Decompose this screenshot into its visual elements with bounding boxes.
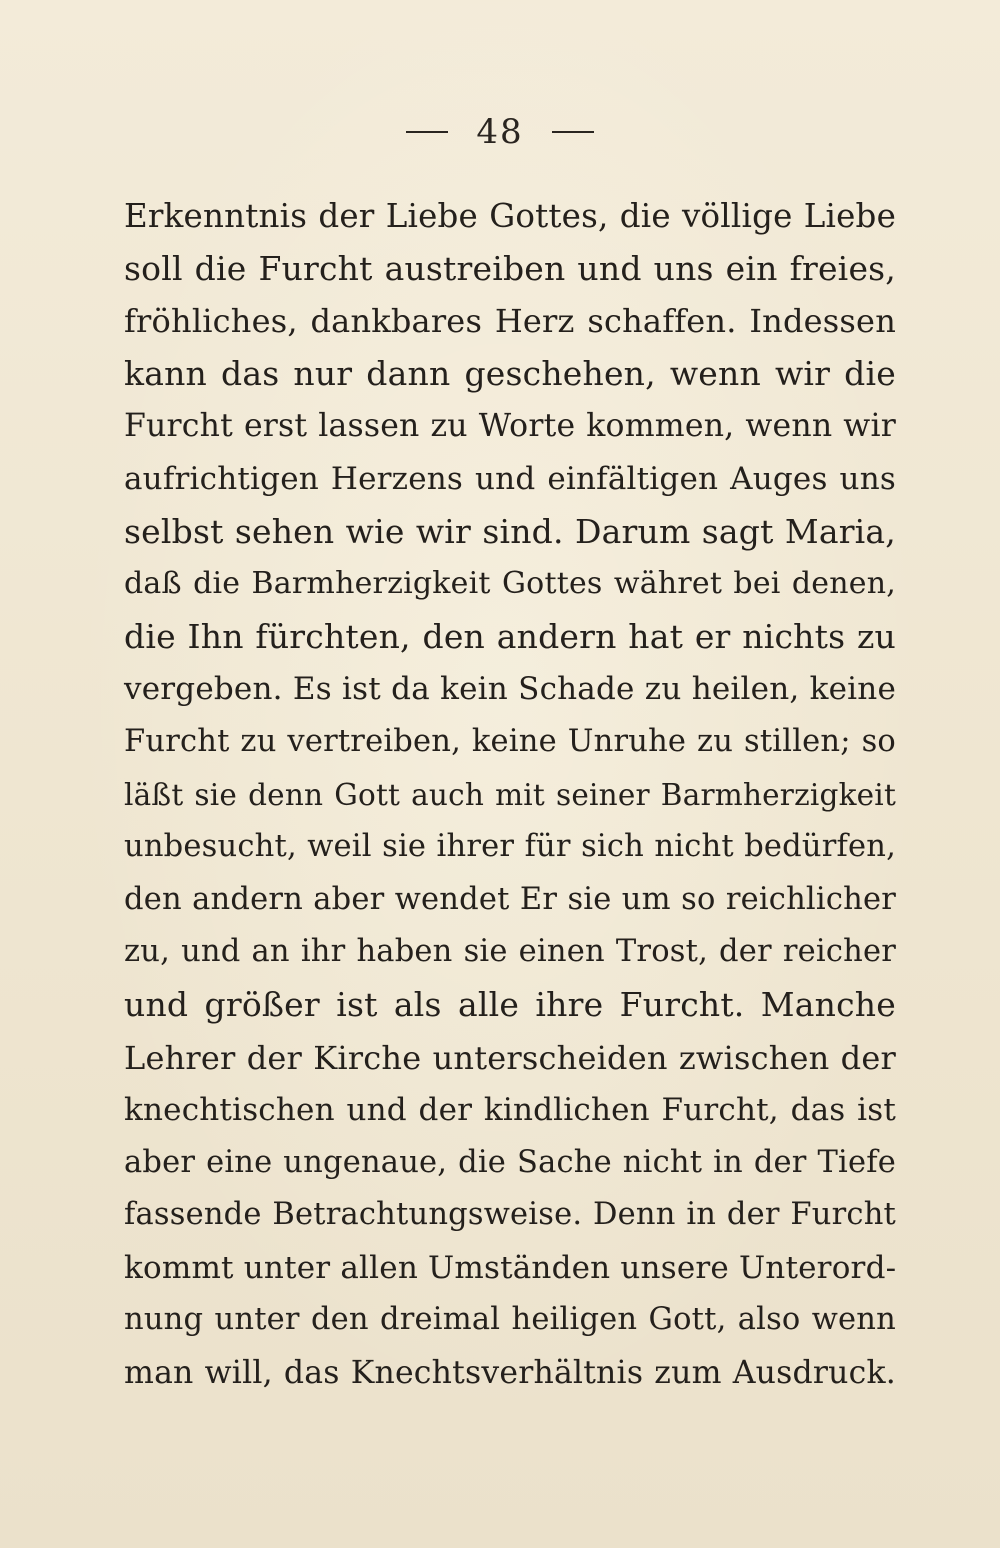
text-line: Lehrer der Kirche unterscheiden zwischen der — [124, 1038, 896, 1077]
text-line: kann das nur dann geschehen, wenn wir die — [124, 353, 896, 393]
text-line: fassende Betrachtungsweise. Denn in der Furcht — [124, 1197, 896, 1233]
body-text — [124, 190, 896, 1400]
text-line: kommt unter allen Umständen unsere Unterord- — [124, 1249, 897, 1286]
text-line: daß die Barmherzigkeit Gottes währet bei denen, — [124, 566, 896, 602]
text-line: aufrichtigen Herzens und einfältigen Auges uns — [124, 460, 896, 497]
text-line: knechtischen und der kindlichen Furcht, das ist — [124, 1092, 896, 1129]
left-dash — [406, 131, 448, 133]
right-dash — [552, 131, 594, 133]
page-number-header — [0, 112, 1000, 152]
text-line: fröhliches, dankbares Herz schaffen. Indessen — [124, 302, 896, 341]
text-line: läßt sie denn Gott auch mit seiner Barmherzigkeit — [124, 777, 896, 812]
text-line: und größer ist als alle ihre Furcht. Manche — [124, 984, 896, 1024]
text-line: zu, und an ihr haben sie einen Trost, der reicher — [124, 934, 896, 970]
text-line: Erkenntnis der Liebe Gottes, die völlige Liebe — [124, 197, 896, 235]
text-line: man will, das Knechtsverhältnis zum Ausdruck. — [124, 1355, 896, 1392]
text-line: vergeben. Es ist da kein Schade zu heilen, keine — [124, 671, 896, 708]
text-line: Furcht erst lassen zu Worte kommen, wenn wir — [124, 408, 896, 445]
text-line: soll die Furcht austreiben und uns ein freies, — [124, 248, 896, 288]
text-line: nung unter den dreimal heiligen Gott, also wenn — [124, 1302, 896, 1338]
text-line: unbesucht, weil sie ihrer für sich nicht bedürfen, — [124, 829, 896, 865]
text-line: die Ihn fürchten, den andern hat er nichts zu — [124, 616, 896, 656]
text-line: selbst sehen wie wir sind. Darum sagt Maria, — [124, 511, 896, 551]
text-line: Furcht zu vertreiben, keine Unruhe zu stillen; so — [124, 723, 896, 759]
page-number: 48 — [476, 112, 524, 152]
text-line: den andern aber wendet Er sie um so reichlicher — [124, 881, 896, 917]
text-line: aber eine ungenaue, die Sache nicht in der Tiefe — [124, 1144, 896, 1180]
